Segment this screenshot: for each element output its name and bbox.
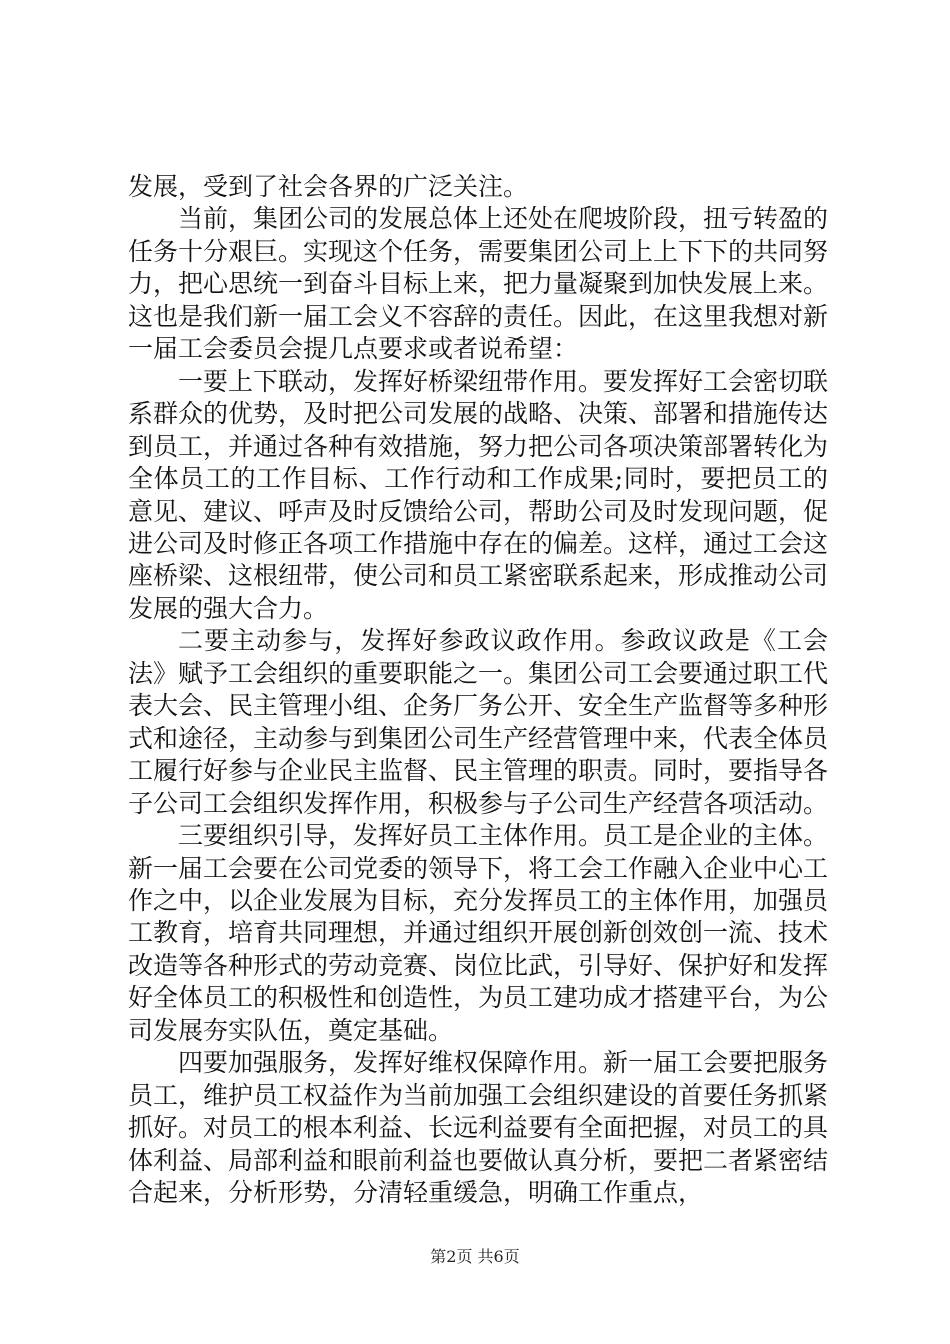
paragraph-requirement-one: 一要上下联动，发挥好桥梁纽带作用。要发挥好工会密切联系群众的优势，及时把公司发展的战略、决策、部署和措施传达到员工，并通过各种有效措施，努力把公司各项决策部署转化为全体员工的工作目标、工作行动和工作成果;同时，要把员工的意见、建议、呼声及时反馈给公司，帮助公司及时发现问题，促进公司及时修正各项工作措施中存在的偏差。这样，通过工会这座桥梁、这根纽带，使公司和员工紧密联系起来，形成推动公司发展的强大合力。 <box>128 366 829 623</box>
paragraph-requirement-three: 三要组织引导，发挥好员工主体作用。员工是企业的主体。新一届工会要在公司党委的领导下，将工会工作融入企业中心工作之中，以企业发展为目标，充分发挥员工的主体作用，加强员工教育，培育共同理想，并通过组织开展创新创效创一流、技术改造等各种形式的劳动竞赛、岗位比武，引导好、保护好和发挥好全体员工的积极性和创造性，为员工建功成才搭建平台，为公司发展夯实队伍，奠定基础。 <box>128 821 829 1045</box>
paragraph-requirement-two: 二要主动参与，发挥好参政议政作用。参政议政是《工会法》赋予工会组织的重要职能之一。集团公司工会要通过职工代表大会、民主管理小组、企务厂务公开、安全生产监督等多种形式和途径，主动参与到集团公司生产经营管理中来，代表全体员工履行好参与企业民主监督、民主管理的职责。同时，要指导各子公司工会组织发挥作用，积极参与子公司生产经营各项活动。 <box>128 626 829 818</box>
paragraph-current-situation: 当前，集团公司的发展总体上还处在爬坡阶段，扭亏转盈的任务十分艰巨。实现这个任务，需要集团公司上上下下的共同努力，把心思统一到奋斗目标上来，把力量凝聚到加快发展上来。这也是我们新一届工会义不容辞的责任。因此，在这里我想对新一届工会委员会提几点要求或者说希望： <box>128 204 829 364</box>
document-body <box>128 171 828 1210</box>
paragraph-continuation: 发展，受到了社会各界的广泛关注。 <box>128 172 529 201</box>
page-number-footer: 第2页 共6页 <box>430 1247 520 1266</box>
paragraph-requirement-four: 四要加强服务，发挥好维权保障作用。新一届工会要把服务员工，维护员工权益作为当前加强工会组织建设的首要任务抓紧抓好。对员工的根本利益、长远利益要有全面把握，对员工的具体利益、局部利益和眼前利益也要做认真分析，要把二者紧密结合起来，分析形势，分清轻重缓急，明确工作重点， <box>128 1048 829 1208</box>
